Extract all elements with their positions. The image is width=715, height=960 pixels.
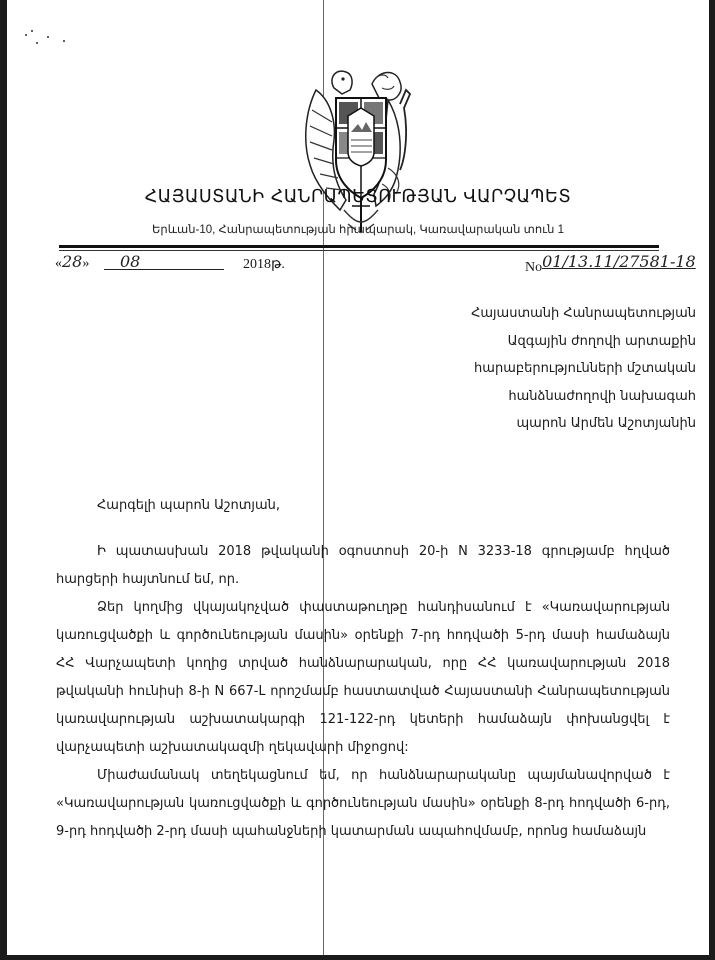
body-paragraph: Միաժամանակ տեղեկացնում եմ, որ հանձնարարականը պայմանավորված է «Կառավարության կառուցվածքի և գործունեության մասին» օրենքի 8-րդ հոդվածի 6-րդ, 9-րդ հոդվածի 2-րդ մասի պահանջների կատարման ապահովմամբ, որոնց համաձայն — [56, 768, 670, 839]
date-open-quote: « — [55, 256, 62, 271]
letterhead-rule — [59, 245, 659, 248]
letterhead-rule-thin — [59, 250, 659, 251]
addressee-block — [471, 300, 696, 438]
body-paragraph: Ի պատասխան 2018 թվականի օգոստոսի 20-ի N 3233-18 գրությամբ հղված հարցերի հայտնում եմ, որ. — [56, 544, 670, 587]
addressee-line: պարոն Արմեն Աշոտյանին — [516, 416, 696, 431]
date-day: 28 — [62, 252, 83, 271]
addressee-line: հանձնաժողովի նախագահ — [508, 388, 696, 404]
document-page — [7, 0, 709, 955]
date-year: 2018թ. — [243, 257, 285, 272]
coat-of-arms-emblem — [296, 60, 426, 240]
reference-prefix: No — [525, 260, 543, 275]
letterhead-address: Երևան-10, Հանրապետության հրապարակ, Կառավարական տուն 1 — [152, 224, 564, 236]
date-day-field — [55, 252, 89, 272]
reference-number — [525, 252, 696, 275]
date-close-quote: » — [82, 256, 90, 271]
reference-value: 01/13.11/27581-18 — [542, 252, 696, 271]
letterhead-title: ՀԱՅԱՍՏԱՆԻ ՀԱՆՐԱՊԵՏՈՒԹՅԱՆ ՎԱՐՉԱՊԵՏ — [144, 187, 572, 207]
salutation: Հարգելի պարոն Աշոտյան, — [97, 498, 280, 513]
addressee-line: հարաբերությունների մշտական — [474, 361, 696, 376]
addressee-line: Ազգային ժողովի արտաքին — [507, 333, 696, 349]
body-paragraph: Ձեր կողմից վկայակոչված փաստաթուղթը հանդիսանում է «Կառավարության կառուցվածքի և գործունեության մասին» օրենքի 7-րդ հոդվածի 5-րդ մասի համաձայն ՀՀ Վարչապետի կողից տրված հանձնարարական, որը ՀՀ կառավարության 2018 թվականի հունիսի 8-ի N 667-Լ որոշմամբ հաստատված Հայաստանի Հանրապետության կառավարության աշխատակարգի 121-122-րդ կետերի համաձայն փոխանցվել է վարչապետի աշխատակազմի ղեկավարի միջոցով: — [56, 600, 670, 755]
addressee-line: Հայաստանի Հանրապետության — [471, 306, 696, 321]
date-month: 08 — [120, 252, 141, 271]
